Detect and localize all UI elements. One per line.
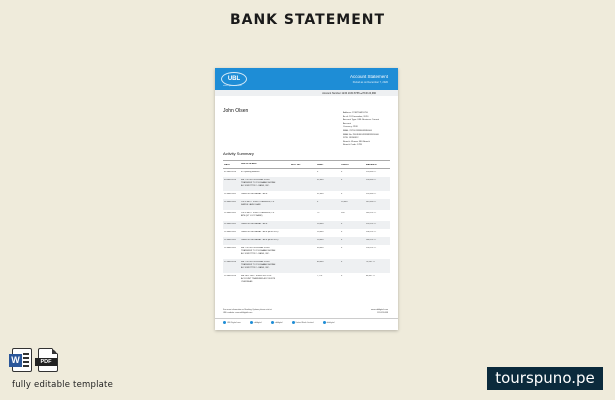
- footer-divider: [215, 318, 398, 319]
- cell-debit: 80,000: [317, 260, 324, 263]
- cell-balance: 186,107.77: [366, 238, 377, 241]
- table-row: [223, 210, 390, 221]
- detail-line: As of: 19 December, 2020: [343, 115, 369, 118]
- detail-line: Branch Code: 1789: [343, 144, 362, 147]
- statement-header: [215, 68, 398, 90]
- cell-balance: 68,337.77: [366, 274, 376, 277]
- particulars-line: KARDE LAKE KHAN: [241, 203, 261, 206]
- column-header-inst-no: INST. NO.: [291, 163, 301, 166]
- cell-date: 11-Nov-2020: [224, 211, 236, 214]
- cell-debit: 75: [317, 211, 320, 214]
- cell-credit: 0: [341, 246, 343, 249]
- cell-date: 11-Nov-2020: [224, 222, 236, 225]
- account-bar-text: Account Number 1234 1034 8765 ● PKR 24,990: [322, 91, 376, 95]
- table-row: [223, 229, 390, 237]
- cell-date: 11-Nov-2020: [224, 246, 236, 249]
- cell-date: 17-Nov-2020: [224, 260, 237, 263]
- statement-period: Period as on December 7, 2020: [352, 81, 388, 84]
- particulars-line: 1UPS BETT FUND TRANSFER, PK: [241, 200, 275, 203]
- table-row: [223, 245, 390, 259]
- table-row: [223, 177, 390, 191]
- column-header-date: DATE: [224, 163, 230, 166]
- cell-particulars: [240, 171, 290, 174]
- facebook-icon: [250, 321, 253, 324]
- cell-particulars: [240, 201, 290, 207]
- cell-date: 11-Nov-2020: [224, 238, 236, 241]
- social-link[interactable]: [323, 321, 335, 324]
- statement-title: Account Statement: [349, 74, 388, 79]
- footer-contact: [371, 309, 388, 315]
- table-row: [223, 273, 390, 287]
- particulars-line: CASH WITHDRAWAL - ATM: [241, 222, 268, 225]
- particulars-line: A/C 0989777512 - BANK, INC.: [241, 266, 270, 269]
- table-row: [223, 199, 390, 210]
- social-link-label: ubldigital: [326, 322, 335, 325]
- cell-credit: 0: [341, 260, 343, 263]
- customer-name: John Olsen: [223, 108, 249, 114]
- cell-balance: 258,982.77: [366, 178, 377, 181]
- column-header-balance: BALANCE: [366, 163, 377, 166]
- cell-credit: 0: [341, 222, 343, 225]
- particulars-line: ATM (GT LOOT BANK): [241, 214, 263, 217]
- cell-debit: 20,000: [317, 230, 324, 233]
- pdf-badge: PDF: [35, 358, 57, 366]
- particulars-line: MB. BILL PAY - SUBSCRIPTION: [241, 274, 272, 277]
- detail-line: Branch: Khauer 380 Branch: [343, 140, 370, 143]
- word-badge: W: [9, 354, 22, 367]
- instagram-icon: [323, 321, 326, 324]
- cell-credit: 0: [341, 178, 343, 181]
- particulars-line: TRANSFER TO 1524 AAAB SHIYAM: [241, 181, 276, 184]
- cell-balance: 246,107.77: [366, 211, 377, 214]
- table-row: [223, 259, 390, 273]
- file-format-icons: [12, 348, 58, 372]
- cell-particulars: [240, 275, 290, 284]
- particulars-line: MB. CROSS INTERNAL FUND: [241, 178, 270, 181]
- cell-date: 11-Nov-2020: [224, 192, 236, 195]
- table-row: [223, 237, 390, 245]
- bank-logo-tagline: where you come first: [223, 85, 242, 87]
- social-link[interactable]: [292, 321, 314, 324]
- cell-credit: 0: [341, 274, 343, 277]
- particulars-line: CASH WITHDRAWAL - ATM: [241, 192, 268, 195]
- cell-debit: 20,000: [317, 238, 324, 241]
- social-link-label: UBLDigital.com: [227, 322, 241, 325]
- editable-caption: fully editable template: [12, 380, 114, 390]
- particulars-line: ACCOUNT TRANSFER ACCOUNTS: [241, 277, 276, 280]
- table-row: [223, 191, 390, 199]
- particulars-line: TRANSFER TO 1524 AAAB SHIYAM: [241, 263, 276, 266]
- social-link[interactable]: [223, 321, 241, 324]
- cell-balance: 226,982.77: [366, 192, 377, 195]
- footer-social-links: [223, 321, 393, 324]
- cell-debit: 32,000: [317, 192, 324, 195]
- detail-line: Account: [343, 122, 351, 125]
- footer-note: [223, 309, 272, 315]
- footer-phone: 111-825-888: [376, 312, 388, 314]
- word-file-icon: [12, 348, 32, 372]
- social-link[interactable]: [250, 321, 262, 324]
- cell-credit: 0: [341, 238, 343, 241]
- bank-logo: UBL: [221, 72, 247, 86]
- cell-particulars: [240, 193, 290, 196]
- cell-debit: 0: [317, 170, 319, 173]
- cell-debit: 7,770: [317, 274, 323, 277]
- brand-badge[interactable]: tourspuno.pe: [487, 367, 603, 390]
- social-link-label: United Bank Limited: [295, 322, 314, 325]
- column-header-credit: CREDIT: [341, 163, 350, 166]
- cell-balance: 76,107.77: [366, 260, 376, 263]
- table-row: [223, 221, 390, 229]
- cell-particulars: [240, 223, 290, 226]
- particulars-line: A/C 0989777512 - BANK, INC.: [241, 252, 270, 255]
- cell-date: 21-Nov-2020: [224, 274, 237, 277]
- particulars-line: A/C 0989777512 - BANK, INC.: [241, 184, 270, 187]
- cell-date: 07-Nov-2020: [224, 170, 237, 173]
- cell-particulars: [240, 247, 290, 256]
- cell-debit: 30,000: [317, 246, 324, 249]
- column-header-particulars: PARTICULARS: [241, 163, 257, 165]
- detail-line: Currency: PKR: [343, 126, 358, 129]
- cell-debit: 20,000: [317, 222, 324, 225]
- footer-note-line: UBL website: www.ubldigital.com: [223, 312, 253, 314]
- bank-statement-document: [215, 68, 398, 330]
- particulars-line: MB. CROSS INTERNAL FUND: [241, 260, 270, 263]
- page-title: BANK STATEMENT: [229, 12, 386, 28]
- table-header: [223, 160, 390, 169]
- particulars-line: CASH WITHDRAWAL - ATM (ATM SPD): [241, 230, 279, 233]
- table-body: [223, 169, 390, 287]
- cell-balance: 290,982.77: [366, 170, 377, 173]
- cell-particulars: [240, 239, 290, 242]
- social-link[interactable]: [271, 321, 283, 324]
- word-lines: [23, 353, 29, 369]
- cell-credit: 0: [341, 170, 343, 173]
- cell-particulars: [240, 212, 290, 218]
- particulars-line: 1UPS BETT FUND TRANSFER, PK: [241, 211, 275, 214]
- detail-line: Address: PORTSMOUTH: [343, 112, 368, 114]
- cell-debit: 32,000: [317, 178, 324, 181]
- cell-particulars: [240, 261, 290, 270]
- cell-credit: 19,000: [341, 200, 348, 203]
- detail-line: NTN: 13390812: [343, 137, 359, 140]
- cell-date: 09-Nov-2020: [224, 178, 237, 181]
- cell-particulars: [240, 231, 290, 234]
- account-bar: [215, 90, 398, 96]
- particulars-line: OVERSEAS: [241, 280, 253, 283]
- detail-line: Account Type: UBL Business Current: [343, 119, 379, 122]
- detail-line: IBAN: 23T34 9999009994000: [343, 129, 372, 132]
- particulars-line: TRANSFER TO 1524 AAAB SHIYAM: [241, 249, 276, 252]
- cell-date: 11-Nov-2020: [224, 200, 236, 203]
- social-link-label: ubldigital: [274, 322, 283, 325]
- particulars-line: MB. CROSS INTERNAL FUND: [241, 246, 270, 249]
- account-details: [343, 112, 393, 148]
- pdf-fold: [52, 348, 58, 354]
- pdf-file-icon: [38, 348, 58, 372]
- web-icon: [223, 321, 226, 324]
- linkedin-icon: [292, 321, 295, 324]
- detail-line: IBAN No: PK09UNIL9999999910000: [343, 133, 379, 136]
- cell-credit: 0: [341, 192, 343, 195]
- table-row: [223, 169, 390, 177]
- footer-note-line: For more information or Banking Options please visit at: [223, 309, 272, 311]
- cell-balance: 245,982.77: [366, 200, 377, 203]
- activity-summary-title: Activity Summary: [223, 151, 254, 156]
- cell-balance: 156,107.77: [366, 246, 377, 249]
- cell-debit: 0: [317, 200, 319, 203]
- social-link-label: ubldigital: [253, 322, 262, 325]
- cell-particulars: [240, 179, 290, 188]
- footer-website: www.ubldigital.com: [370, 309, 388, 311]
- column-header-debit: DEBIT: [317, 163, 324, 166]
- particulars-line: CASH WITHDRAWAL - ATM (ATM SPD): [241, 238, 279, 241]
- cell-date: 11-Nov-2020: [224, 230, 236, 233]
- particulars-line: B. Opening Balance: [241, 170, 260, 173]
- cell-credit: 0: [341, 230, 343, 233]
- cell-balance: 206,107.77: [366, 230, 377, 233]
- cell-balance: 226,107.77: [366, 222, 377, 225]
- twitter-icon: [271, 321, 274, 324]
- transactions-table: [223, 160, 390, 287]
- cell-credit: 200: [341, 211, 345, 214]
